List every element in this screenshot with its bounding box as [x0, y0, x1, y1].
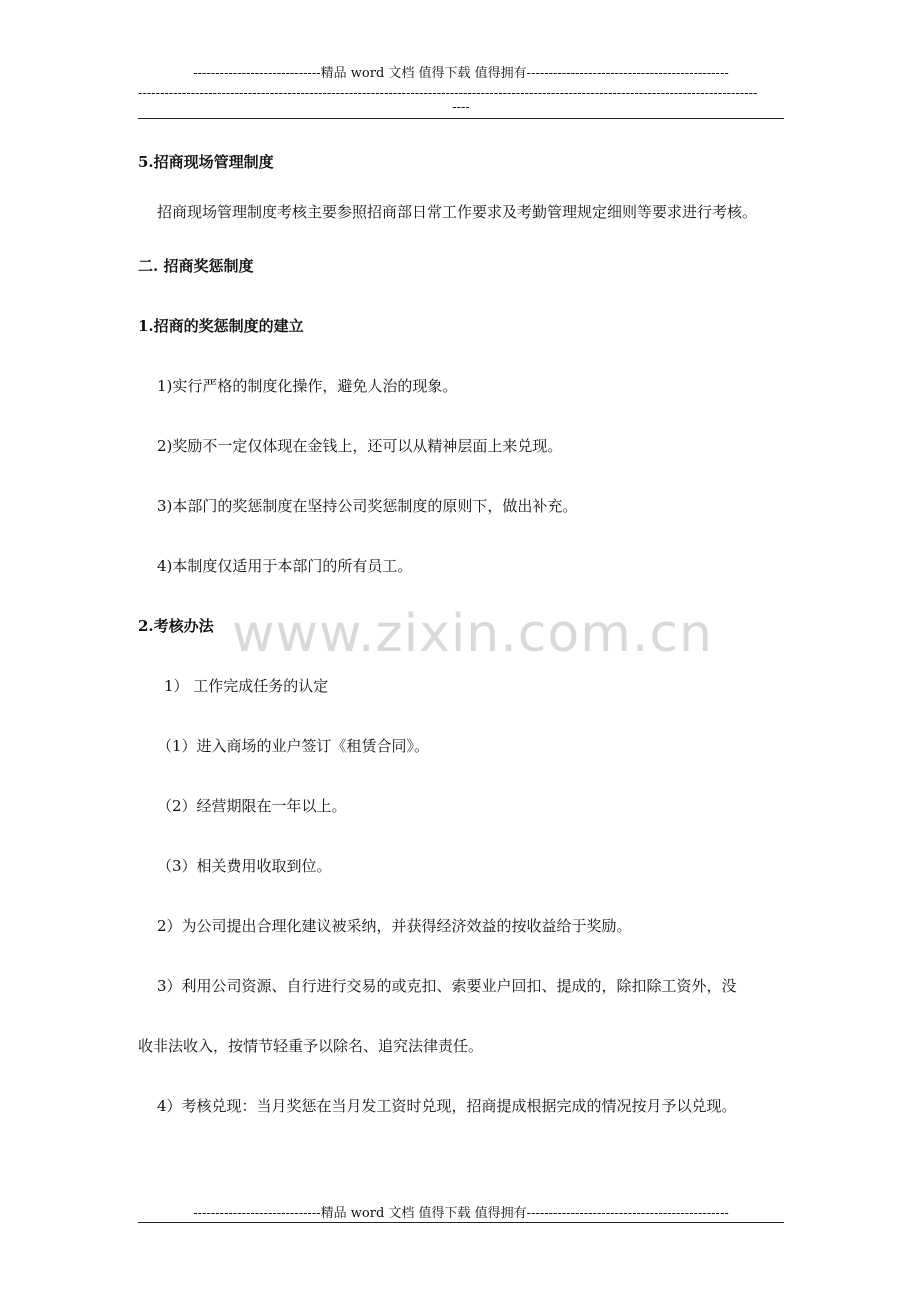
header-dash-line: ---------------------------------------------------------------------------------------------------------------------------------------------	[138, 86, 758, 101]
section-2-subitem: （1）进入商场的业户签订《租赁合同》。	[157, 737, 430, 755]
header-banner: -----------------------------精品 word 文档 值得下载 值得拥有----------------------------------------------	[193, 66, 729, 81]
header-rule	[138, 118, 784, 119]
section-1-item: 3)本部门的奖惩制度在坚持公司奖惩制度的原则下，做出补充。	[157, 497, 578, 515]
footer-banner: -----------------------------精品 word 文档 值得下载 值得拥有----------------------------------------------	[193, 1206, 729, 1221]
section-5-title: 5.招商现场管理制度	[138, 153, 274, 171]
section-2-item-3-cont: 收非法收入，按情节轻重予以除名、追究法律责任。	[138, 1037, 484, 1055]
section-2-item-4: 4）考核兑现：当月奖惩在当月发工资时兑现，招商提成根据完成的情况按月予以兑现。	[157, 1097, 737, 1115]
section-5-body: 招商现场管理制度考核主要参照招商部日常工作要求及考勤管理规定细则等要求进行考核。	[157, 203, 758, 221]
section-2-item-2: 2）为公司提出合理化建议被采纳，并获得经济效益的按收益给于奖励。	[157, 917, 632, 935]
section-1-item: 4)本制度仅适用于本部门的所有员工。	[157, 557, 413, 575]
section-1-item: 2)奖励不一定仅体现在金钱上，还可以从精神层面上来兑现。	[157, 437, 563, 455]
watermark: www.zixin.com.cn	[232, 604, 713, 664]
header-dash-tail: ----	[452, 100, 470, 115]
section-2-item-1: 1） 工作完成任务的认定	[164, 677, 329, 695]
section-1-title: 1.招商的奖惩制度的建立	[138, 317, 304, 335]
footer-rule	[138, 1222, 784, 1223]
section-2-subitem: （2）经营期限在一年以上。	[157, 797, 347, 815]
section-1-item: 1)实行严格的制度化操作，避免人治的现象。	[157, 377, 458, 395]
section-2-item-3: 3）利用公司资源、自行进行交易的或克扣、索要业户回扣、提成的，除扣除工资外，没	[157, 977, 737, 995]
part-2-title: 二. 招商奖惩制度	[138, 257, 254, 275]
section-2-subitem: （3）相关费用收取到位。	[157, 857, 332, 875]
section-2-title: 2.考核办法	[138, 617, 214, 635]
